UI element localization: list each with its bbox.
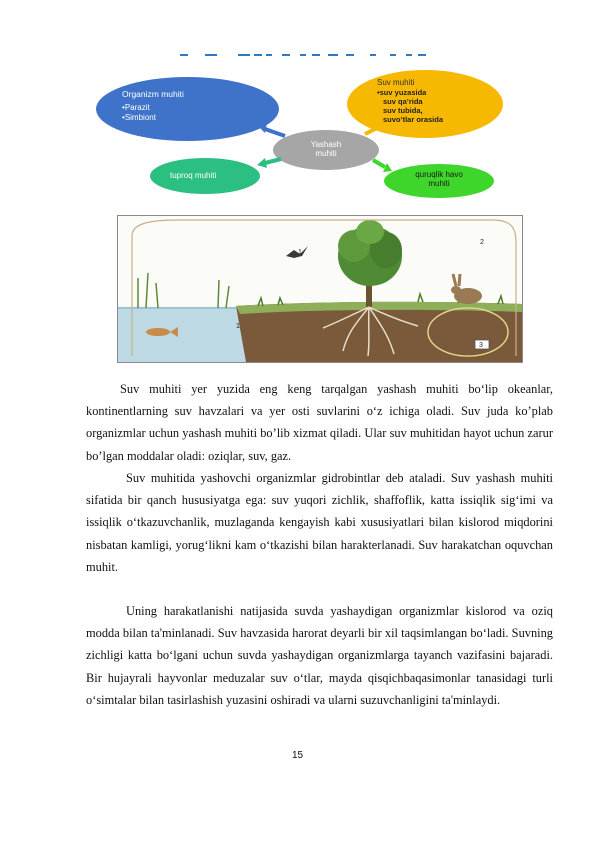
organism-habitat-item: • Simbiont (122, 113, 156, 123)
arrow-to-soil-icon (257, 158, 281, 168)
land-air-habitat-title: quruqlik havo muhiti (415, 170, 463, 188)
decorative-dash-line (180, 50, 430, 60)
paragraph-2 (86, 467, 553, 578)
paragraph-1 (86, 378, 553, 467)
paragraph-text: Uning harakatlanishi natijasida suvda yashaydigan organizmlar kislorod va oziq modda bilan ta'minlanadi. Suv havzasida harorat deyarli bir xil taqsimlangan bo‘ladi. Suvning zichligi katta bo‘lgani uchun suvda yashaydigan organizmlarga tayanch vazifasini bajaradi. Bir hujayrali hayvonlar meduzalar suv o‘tlar, mayda qisqichbaqasimonlar tanasidagi turli o‘simtalar bilan tasirlashish yuzasini oshiradi va ularni suzuvchanligini ta'minlaydi. (86, 604, 553, 707)
illustration-label: 1 (236, 323, 240, 330)
ecosystem-illustration-svg (118, 216, 522, 362)
habitat-center-title: Yashash muhiti (310, 140, 342, 158)
illustration-label: 2 (480, 239, 484, 246)
arrow-to-water-icon (365, 122, 385, 134)
page-number: 15 (291, 750, 304, 761)
diagram-arrows (95, 70, 505, 200)
water-habitat-item: • suv yuzasida (377, 88, 443, 97)
organism-habitat-item: • Parazit (122, 103, 156, 113)
organism-habitat-title: Organizm muhiti (122, 89, 184, 99)
habitat-diagram (95, 70, 505, 200)
water-habitat-title: Suv muhiti (377, 78, 415, 87)
ecosystem-illustration (117, 215, 523, 363)
water-habitat-item: suv qa’rida (383, 97, 423, 106)
water-habitat-item: suv tubida, (383, 106, 423, 115)
paragraph-text: Suv muhiti yer yuzida eng keng tarqalgan yashash muhiti bo‘lip okeanlar, kontinentlarning suv havzalari va yer osti suvlarini o‘z ichiga oladi. Suv juda ko’plab organizmlar uchun yashash muhiti bo’lib xizmat qiladi. Ular suv muhitidan hayot uchun zarur bo’lgan moddalar oladi: oziqlar, suv, gaz. (86, 382, 553, 463)
water-habitat-item: suvo’tlar orasida (383, 115, 444, 124)
arrow-to-organism-icon (258, 123, 285, 136)
soil-habitat-title: tuproq muhiti (170, 171, 217, 180)
arrow-to-land-air-icon (373, 160, 392, 172)
illustration-label: 1 (298, 249, 302, 256)
illustration-label: 3 (479, 342, 483, 349)
paragraph-text: Suv muhitida yashovchi organizmlar gidrobintlar deb ataladi. Suv yashash muhiti sifatida bir qanch hususiyatga ega: suv yuqori zichlik, shaffoflik, katta issiqlik sig‘imi va issiqlik o‘tkazuvchanlik, muzlaganda kengayish kabi xususiyatlari bilan kislorod miqdorini nisbatan kamligi, yorug‘likni kam o‘tkazishi bilan harakterlanadi. Suv harakatchan oquvchan muhit. (86, 471, 553, 574)
paragraph-3 (86, 600, 553, 711)
